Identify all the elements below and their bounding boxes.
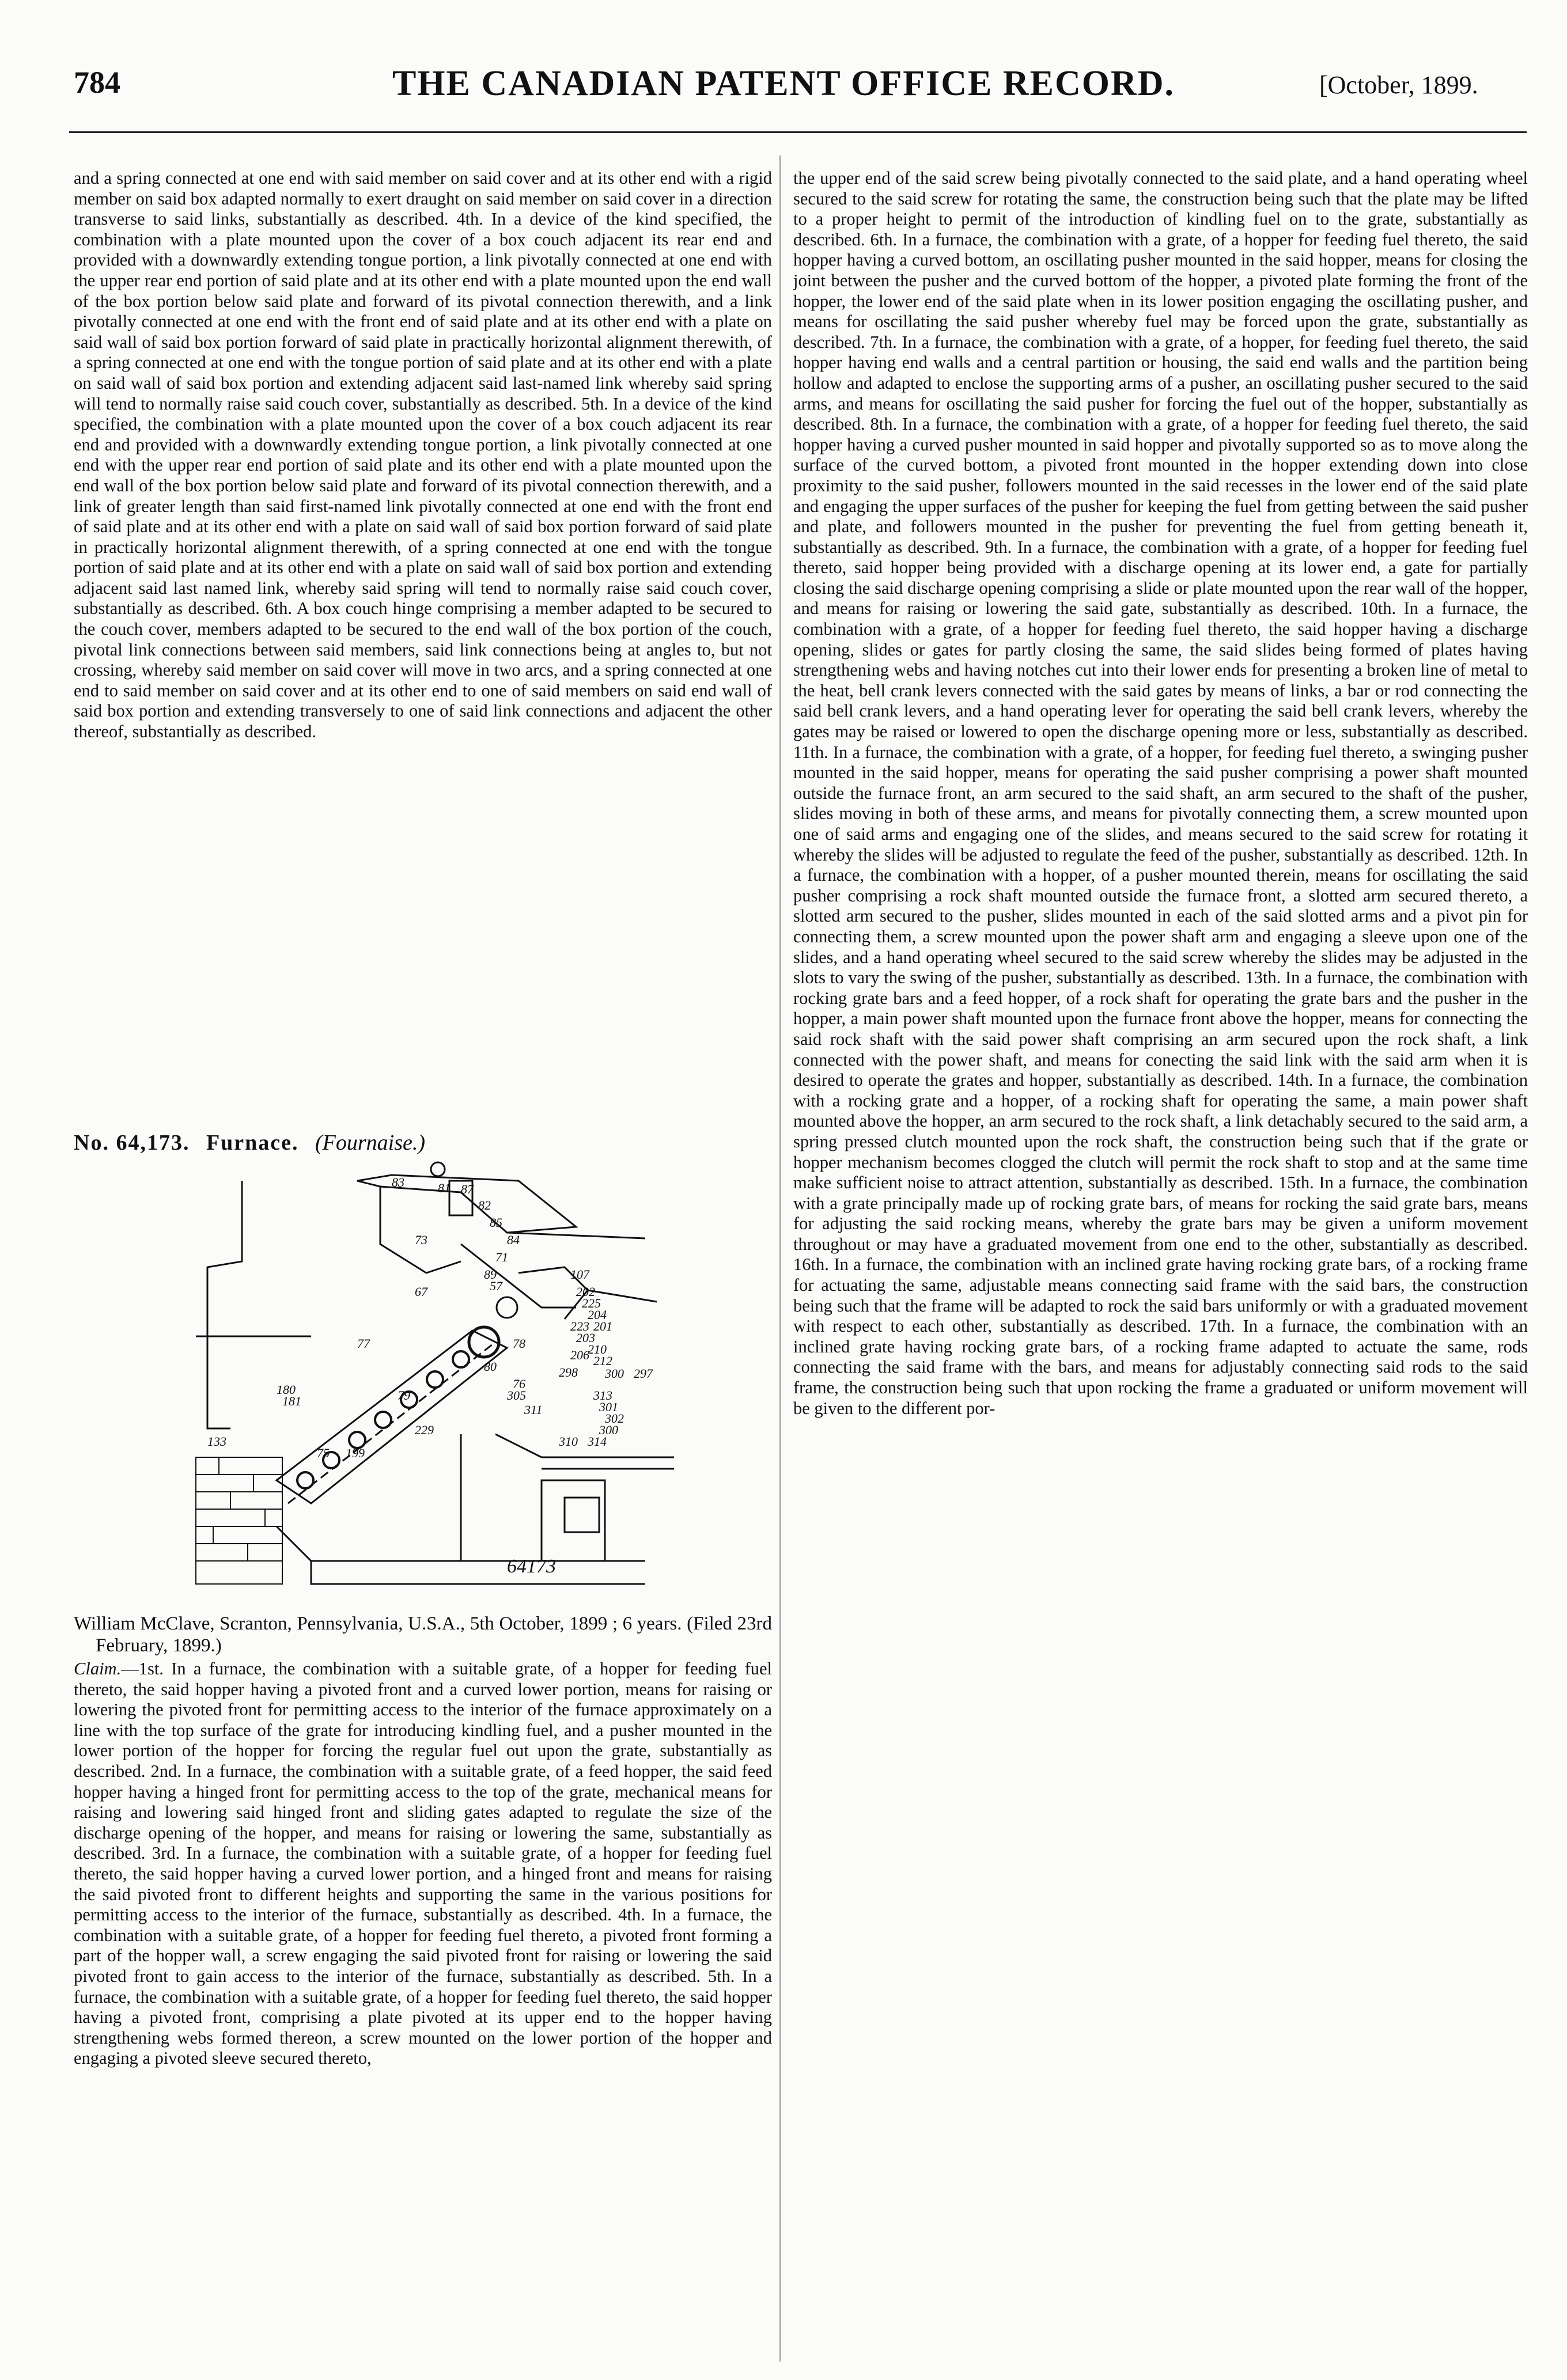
svg-text:79: 79 — [398, 1388, 410, 1403]
svg-text:203: 203 — [576, 1331, 595, 1345]
right-column — [793, 168, 1528, 2368]
svg-text:73: 73 — [415, 1233, 427, 1247]
svg-text:210: 210 — [588, 1342, 607, 1356]
svg-text:81: 81 — [438, 1181, 451, 1195]
svg-text:89: 89 — [484, 1267, 497, 1282]
svg-text:82: 82 — [478, 1198, 491, 1212]
svg-text:300: 300 — [605, 1366, 624, 1381]
left-column-bottom — [74, 1613, 772, 2367]
patent-subject-french: (Fournaise.) — [315, 1131, 426, 1155]
svg-text:78: 78 — [513, 1336, 525, 1351]
claim-label: Claim. — [74, 1659, 122, 1678]
svg-text:71: 71 — [495, 1250, 508, 1264]
svg-text:212: 212 — [593, 1354, 612, 1368]
header-rule — [69, 131, 1527, 133]
continued-claims-text: and a spring connected at one end with said member on said cover and at its other end with a rigid member on said box adapted normally to exert draught on said member on said cover in a direction transverse to said links, substantially as described. 4th. In a device of the kind specified, the combination with a plate mounted upon the cover of a box couch adjacent its rear end and provided with a downwardly extending tongue portion, a link pivotally connected at one end with the upper rear end portion of said plate and at its other end with a plate mounted upon the end wall of the box portion below said plate and forward of its pivotal connection therewith, and a link pivotally connected at one end with the front end of said plate and at its other end with a plate on said wall of said box portion forward of said plate in practically horizontal alignment therewith, of a spring connected at one end with the tongue portion of said plate and at its other end with a plate on said wall of said box portion and extending adjacent said last-named link whereby said spring will tend to normally raise said couch cover, substantially as described. 5th. In a device of the kind specified, the combination with a plate mounted upon the cover of a box couch adjacent its rear end and provided with a downwardly extending tongue portion, a link pivotally connected at one end with the upper rear end portion of said plate and its other end with a plate mounted upon the end wall of the box portion below said plate and forward of its pivotal connection therewith, and a link of greater length than said first-named link pivotally connected at one end with the front end of said plate and at its other end with a plate on said wall of said box portion forward of said plate in practically horizontal alignment therewith, of a spring connected at one end with the tongue portion of said plate and at its other end with a plate on said wall of said box portion and extending adjacent said last named link, whereby said spring will tend to normally raise said couch cover, substantially as described. 6th. A box couch hinge comprising a member adapted to be secured to the couch cover, members adapted to be secured to the end wall of the box portion of the couch, pivotal link connections between said members, said link connections being at angles to, but not crossing, whereby said member on said cover will move in two arcs, and a spring connected at one end to said member on said cover and at its other end to one of said members on said end wall of said box portion and extending transversely to one of said link connections and adjacent the other thereof, substantially as described. — [74, 168, 772, 742]
page-header — [0, 0, 1567, 150]
svg-text:67: 67 — [415, 1284, 427, 1299]
svg-text:298: 298 — [559, 1365, 578, 1380]
svg-text:206: 206 — [570, 1348, 589, 1362]
inventor-line: William McClave, Scranton, Pennsylvania, U.S.A., 5th October, 1899 ; 6 years. (Filed 23rd February, 1899.) — [74, 1613, 772, 1656]
svg-text:202: 202 — [576, 1284, 595, 1299]
svg-text:300: 300 — [599, 1423, 618, 1437]
svg-text:229: 229 — [415, 1423, 434, 1437]
left-column-top — [74, 168, 772, 1125]
journal-title: THE CANADIAN PATENT OFFICE RECORD. — [392, 64, 1175, 103]
claims-paragraph — [74, 1659, 772, 2069]
svg-text:181: 181 — [282, 1394, 301, 1408]
patent-number: No. 64,173. — [74, 1131, 190, 1155]
patent-subject: Furnace. — [206, 1131, 299, 1155]
column-divider — [779, 156, 781, 2362]
right-column-text: the upper end of the said screw being pivotally connected to the said plate, and a hand operating wheel secured to the said screw for rotating the same, the construction being such that the plate may be lifted to a proper height to permit of the introduction of kindling fuel on to the grate, substantially as described. 6th. In a furnace, the combination with a grate, of a hopper for feeding fuel thereto, the said hopper having a curved bottom, an oscillating pusher mounted in the said hopper, means for closing the joint between the pusher and the curved bottom of the hopper, a pivoted plate forming the front of the hopper, the lower end of the said plate when in its lower position engaging the oscillating pusher, and means for oscillating the said pusher whereby fuel may be forced upon the grate, substantially as described. 7th. In a furnace, the combination with a grate, of a hopper, for feeding fuel thereto, the said hopper having end walls and a central partition or housing, the said end walls and the partition being hollow and adapted to enclose the supporting arms of a pusher, an oscillating pusher secured to the said arms, and means for oscillating the said pusher for forcing the fuel out of the hopper, substantially as described. 8th. In a furnace, the combination with a grate, of a hopper for feeding fuel thereto, the said hopper having a curved pusher mounted in said hopper and pivotally supported so as to move along the surface of the curved bottom, a pivoted front mounted in the hopper extending down into close proximity to the said pusher, followers mounted in the said recesses in the lower end of the said plate and engaging the upper surfaces of the pusher for keeping the fuel from getting between the said pusher and plate, and followers mounted in the pusher for preventing the fuel from getting beneath it, substantially as described. 9th. In a furnace, the combination with a grate, of a hopper for feeding fuel thereto, said hopper being provided with a discharge opening at its lower end, a gate for partially closing the said discharge opening comprising a slide or plate mounted upon the rear wall of the hopper, and means for raising or lowering the said gate, substantially as described. 10th. In a furnace, the combination with a grate, of a hopper for feeding fuel thereto, the said hopper having a discharge opening, slides or gates for partly closing the same, the said slides being formed of plates having strengthening webs and having notches cut into their lower ends for presenting a broken line of metal to the heat, bell crank levers connected with the said gates by means of links, a bar or rod connecting the said bell crank levers, and a hand operating lever for operating the said bell crank levers, whereby the gates may be raised or lowered to open the discharge opening more or less, substantially as described. 11th. In a furnace, the combination with a grate, of a hopper, for feeding fuel thereto, a swinging pusher mounted in the said hopper, means for operating the said pusher comprising a power shaft mounted outside the furnace front, an arm secured to the said shaft, an arm secured to the shaft of the pusher, slides moving in both of these arms, and means for pivotally connecting them, a screw mounted upon one of said arms and engaging one of the slides, and means secured to the said screw for rotating it whereby the slides will be adjusted to regulate the feed of the pusher, substantially as described. 12th. In a furnace, the combination with a hopper, of a pusher mounted therein, means for oscillating the said pusher comprising a rock shaft mounted outside the furnace front, a slotted arm secured thereto, a slotted arm secured to the pusher, slides mounted in each of the said slotted arms and a pivot pin for connecting them, a screw mounted upon the power shaft arm and engaging a sleeve upon one of the slides, and a hand operating wheel secured to the said screw whereby the slides may be adjusted in the slots to vary the swing of the pusher, substantially as described. 13th. In a furnace, the combination with rocking grate bars and a feed hopper, of a rock shaft for operating the grate bars and the pusher in the hopper, a main power shaft mounted upon the furnace front above the hopper, means for connecting the said rock shaft with the said power shaft comprising an arm secured upon the rock shaft, a link connected with the power shaft, and means for conecting the said link with the said arm when it is desired to operate the grates and hopper, substantially as described. 14th. In a furnace, the combination with a rocking grate and a hopper, of a rocking shaft for operating the same, a main power shaft mounted above the hopper, an arm secured to the rock shaft, a link detachably secured to the said arm, a spring pressed clutch mounted upon the rock shaft, the construction being such that if the grate or hopper mechanism becomes clogged the clutch will permit the rock shaft to stop and at the same time make sufficient noise to attract attention, substantially as described. 15th. In a furnace, the combination with a grate principally made up of rocking grate bars, of means for rocking the said grate bars, means for adjusting the said rocking means, whereby the grate bars may be given a uniform movement throughout or may have a graduated movement from one end to the other, substantially as described. 16th. In a furnace, the combination with an inclined grate having rocking grate bars, of a rocking frame for actuating the same, adjustable means connecting said frame with the said bars, the construction being such that the frame will be adapted to rock the said bars uniformly or with a graduated movement with respect to each other, substantially as described. 17th. In a furnace, the combination with an inclined grate having rocking grate bars, of a rocking frame adapted to actuate the same, rods connecting the said frame with the bars, and means for adjustably connecting said rods to the said frame, the construction being such that upon rocking the frame a graduated or uniform movement will be given to the different por- — [793, 168, 1528, 1418]
svg-text:75: 75 — [317, 1446, 330, 1460]
svg-text:80: 80 — [484, 1359, 497, 1374]
svg-text:310: 310 — [559, 1434, 578, 1449]
svg-text:57: 57 — [490, 1279, 502, 1293]
svg-text:77: 77 — [357, 1336, 370, 1351]
svg-text:311: 311 — [524, 1403, 543, 1417]
svg-text:313: 313 — [593, 1388, 612, 1403]
svg-text:85: 85 — [490, 1215, 502, 1230]
svg-text:223: 223 — [570, 1319, 589, 1333]
figure-id: 64173 — [507, 1556, 556, 1577]
svg-text:302: 302 — [605, 1411, 624, 1426]
claims-text: —1st. In a furnace, the combination with a suitable grate, of a hopper for feeding fuel thereto, the said hopper having a pivoted front and a curved lower portion, means for raising or lowering the pivoted front for permitting access to the interior of the furnace approximately on a line with the top surface of the grate for introducing kindling fuel, and a pusher mounted in the lower portion of the hopper for forcing the regular fuel out upon the grate, substantially as described. 2nd. In a furnace, the combination with a suitable grate, of a feed hopper, the said feed hopper having a hinged front for permitting access to the top of the grate, mechanical means for raising and lowering said hinged front and sliding gates adapted to regulate the size of the discharge opening of the hopper, and means for raising or lowering the same, substantially as described. 3rd. In a furnace, the combination with a suitable grate, of a hopper for feeding fuel thereto, the said hopper having a curved lower portion, and a hinged front and means for raising the said pivoted front to different heights and supporting the same in the various positions for permitting access to the interior of the furnace, substantially as described. 4th. In a furnace, the combination with a suitable grate, of a hopper for feeding fuel thereto, a pivoted front forming a part of the hopper wall, a screw engaging the said pivoted front for raising or lowering the said pivoted front to gain access to the interior of the furnace, substantially as described. 5th. In a furnace, the combination with a suitable grate, of a hopper for feeding fuel thereto, the said hopper having a pivoted front, comprising a plate pivoted at its upper end to the hopper having strengthening webs formed thereon, a screw mounted on the lower portion of the hopper and engaging a pivoted sleeve secured thereto, — [74, 1659, 772, 2068]
svg-text:301: 301 — [599, 1400, 618, 1414]
svg-text:199: 199 — [346, 1446, 365, 1460]
svg-text:297: 297 — [634, 1366, 653, 1381]
page-number: 784 — [74, 65, 120, 100]
svg-text:133: 133 — [207, 1434, 226, 1449]
issue-date: [October, 1899. — [1319, 71, 1478, 99]
furnace-drawing — [138, 1158, 714, 1613]
svg-text:83: 83 — [392, 1175, 404, 1189]
svg-text:305: 305 — [507, 1388, 526, 1403]
furnace-figure — [138, 1158, 714, 1613]
patent-heading — [74, 1130, 772, 1155]
svg-text:87: 87 — [461, 1182, 474, 1196]
svg-text:314: 314 — [588, 1434, 607, 1449]
svg-text:84: 84 — [507, 1233, 520, 1247]
svg-text:204: 204 — [588, 1308, 607, 1322]
svg-text:225: 225 — [582, 1296, 601, 1310]
svg-text:76: 76 — [513, 1377, 525, 1391]
svg-text:180: 180 — [277, 1382, 296, 1397]
svg-text:107: 107 — [570, 1267, 589, 1282]
svg-text:201: 201 — [593, 1319, 612, 1333]
